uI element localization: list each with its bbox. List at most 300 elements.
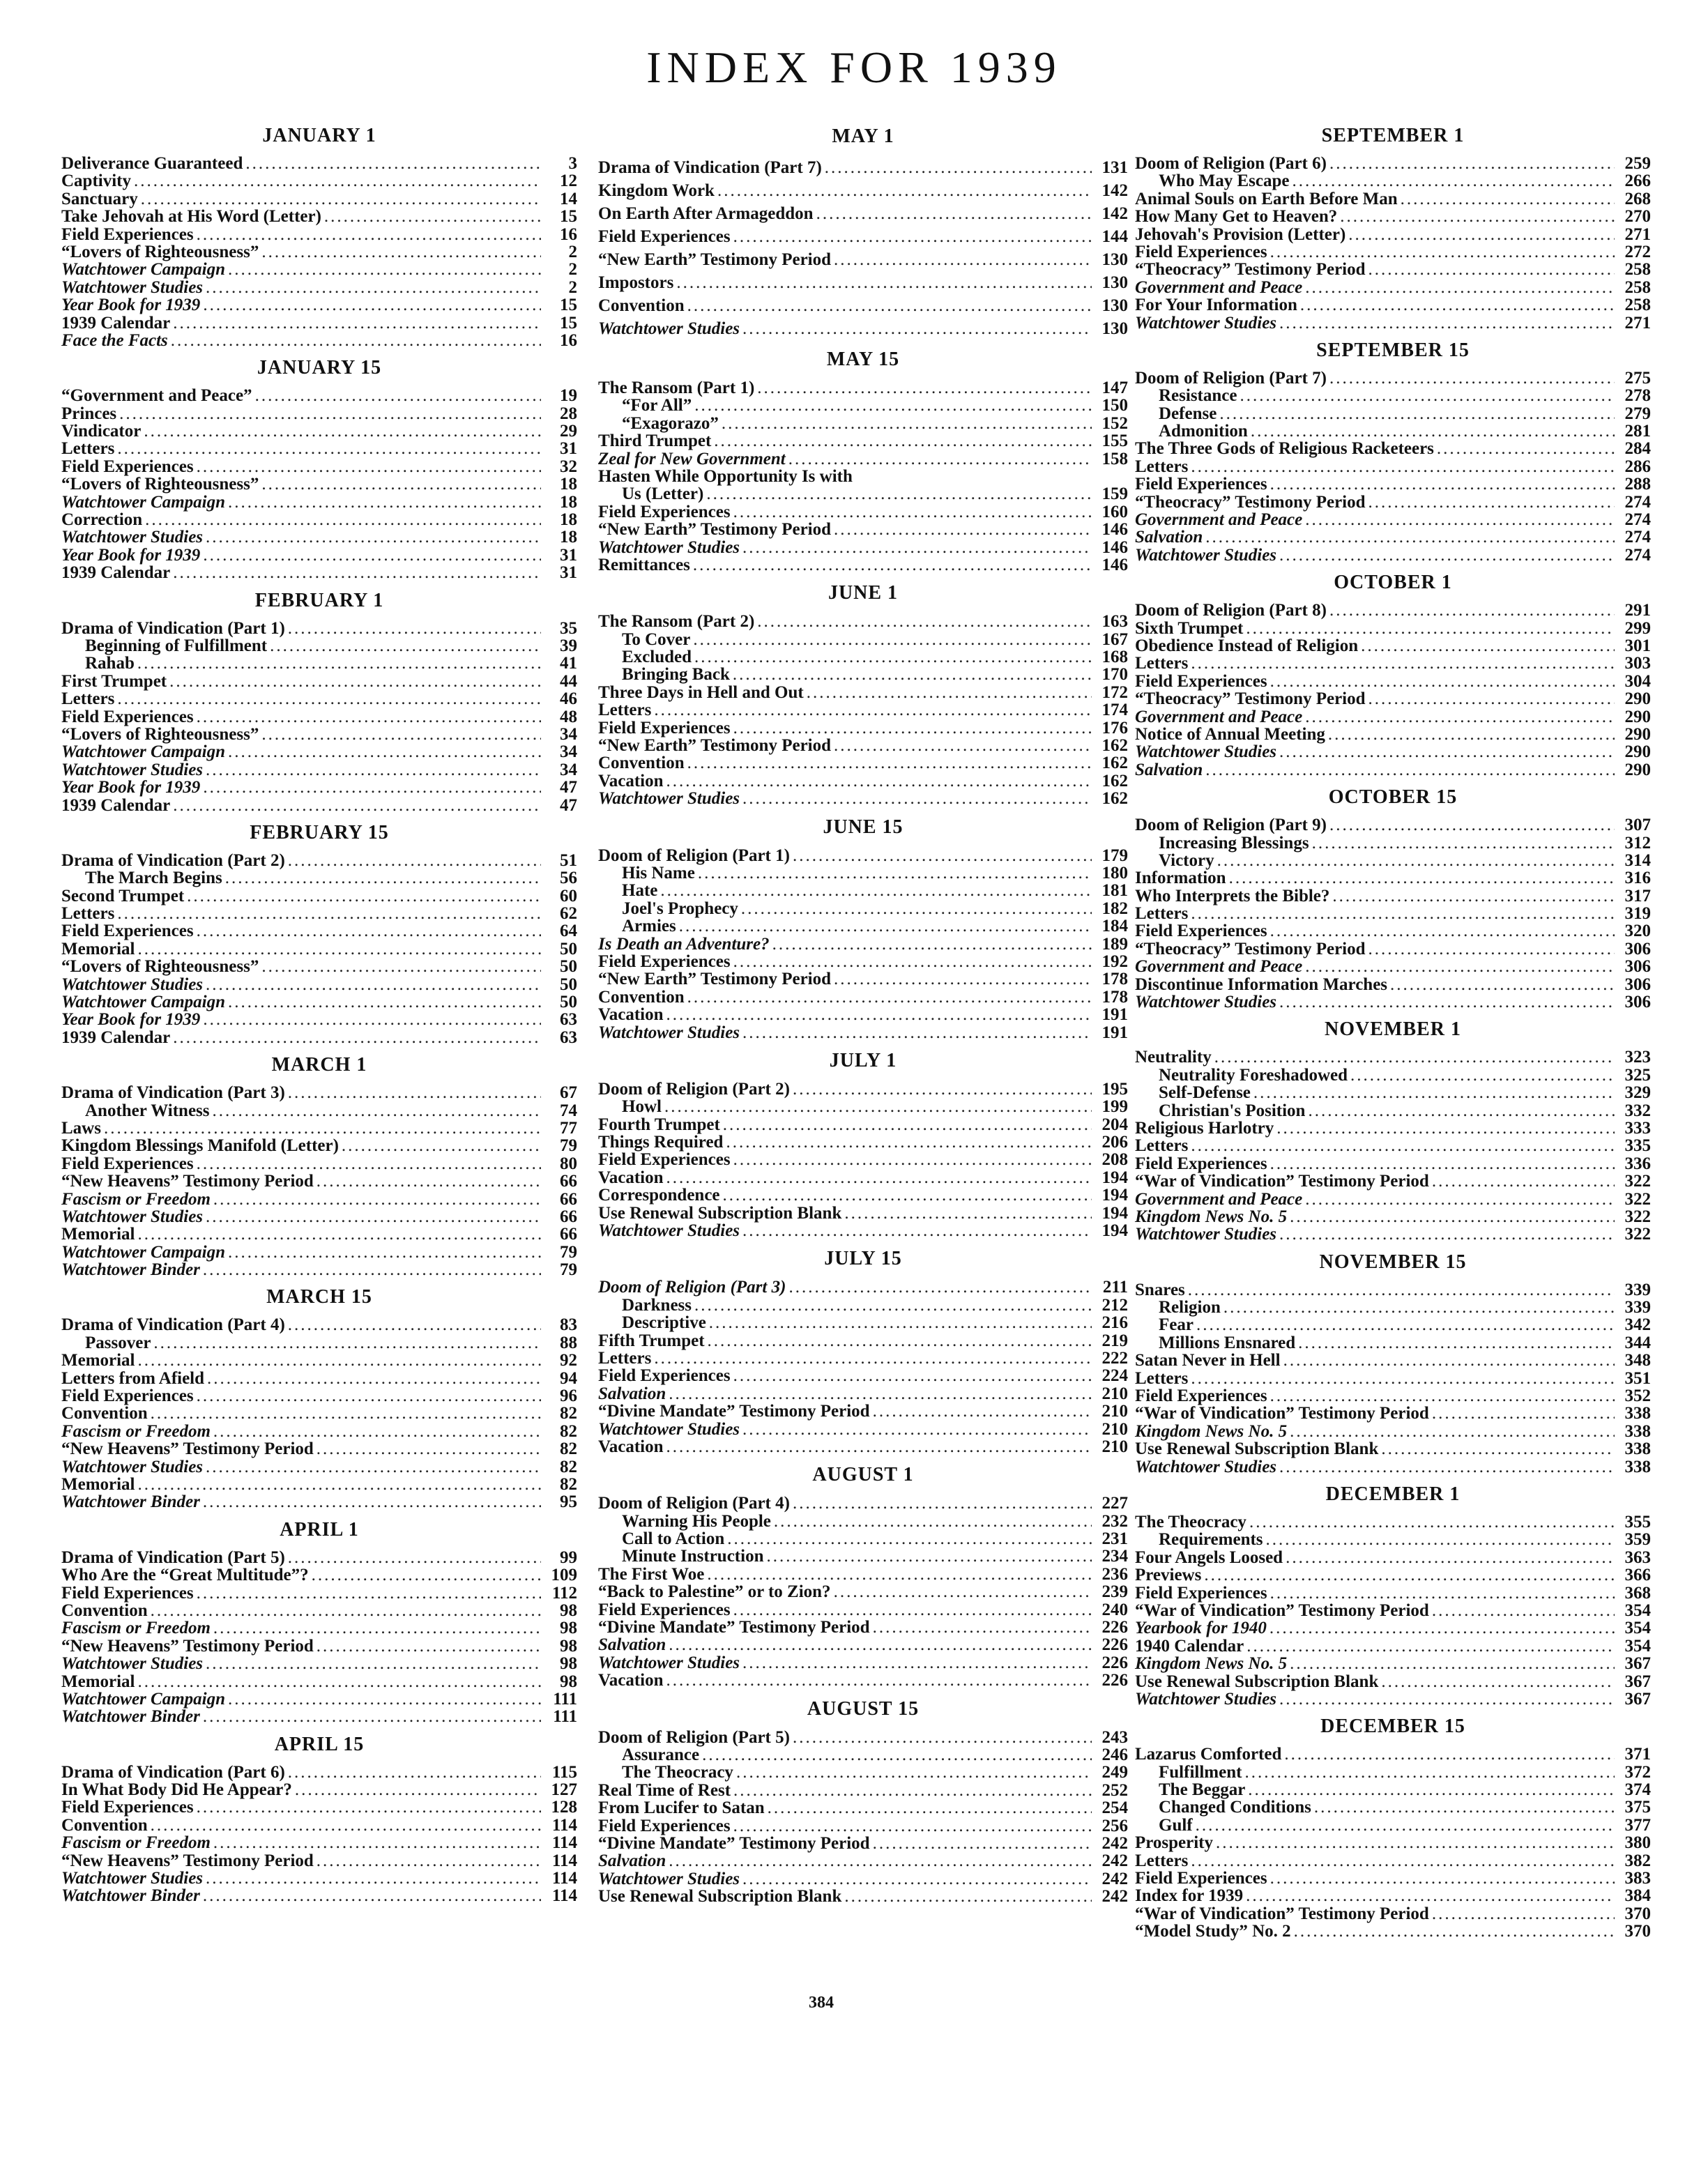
index-entry [598, 970, 1128, 988]
entry-page: 281 [1624, 422, 1651, 441]
index-entry [598, 1835, 1128, 1852]
entry-title: Rahab [85, 654, 135, 673]
index-entry [1135, 547, 1651, 564]
section-heading: NOVEMBER 15 [1319, 1251, 1467, 1273]
entry-page: 352 [1624, 1386, 1651, 1406]
index-entry [598, 1024, 1128, 1041]
entry-title: Armies [622, 917, 676, 936]
entry-title: Index for 1939 [1135, 1886, 1244, 1906]
entry-title: Letters [1135, 1136, 1189, 1156]
index-entry [598, 719, 1128, 737]
entry-page: 82 [560, 1404, 577, 1423]
entry-title: Obedience Instead of Religion [1135, 636, 1359, 655]
entry-page: 31 [560, 439, 577, 459]
index-entry [61, 458, 577, 475]
entry-title: Watchtower Studies [598, 319, 740, 338]
section-heading: SEPTEMBER 15 [1316, 339, 1470, 361]
entry-page: 377 [1624, 1815, 1651, 1835]
dot-leader [1361, 637, 1615, 655]
entry-title: Who Are the “Great Multitude”? [61, 1566, 309, 1585]
dot-leader [1329, 369, 1615, 387]
entry-title: Doom of Religion (Part 3) [598, 1278, 786, 1297]
index-entry [61, 1387, 577, 1405]
dot-leader [141, 190, 541, 208]
index-entry [598, 917, 1128, 935]
entry-page: 254 [1101, 1798, 1128, 1818]
entry-page: 48 [560, 707, 577, 726]
dot-leader [137, 655, 541, 672]
entry-page: 226 [1101, 1653, 1128, 1672]
dot-leader [1290, 1423, 1615, 1440]
index-entry [1135, 816, 1651, 834]
index-entry [1135, 405, 1651, 422]
dot-leader [203, 547, 541, 564]
entry-page: 82 [560, 1421, 577, 1441]
entry-page: 351 [1624, 1368, 1651, 1388]
dot-leader [197, 708, 541, 726]
entry-page: 174 [1101, 701, 1128, 720]
entry-page: 66 [560, 1207, 577, 1226]
dot-leader [213, 1619, 541, 1637]
dot-leader [261, 243, 541, 261]
entry-page: 211 [1102, 1278, 1128, 1297]
entry-title: Government and Peace [1135, 277, 1303, 297]
dot-leader [213, 1423, 541, 1440]
dot-leader [288, 1764, 541, 1781]
dot-leader [1432, 1602, 1615, 1619]
index-section [598, 117, 1128, 340]
index-section [598, 340, 1128, 574]
index-entry [598, 1654, 1128, 1672]
entry-page: 155 [1101, 431, 1128, 451]
dot-leader [793, 1080, 1092, 1098]
entry-page: 47 [560, 795, 577, 815]
entry-title: Government and Peace [1135, 707, 1303, 726]
dot-leader [317, 1440, 541, 1458]
dot-leader [1390, 976, 1615, 993]
index-section [61, 117, 577, 349]
entry-title: Kingdom News No. 5 [1135, 1421, 1288, 1441]
dot-leader [1240, 387, 1615, 404]
entry-title: Neutrality Foreshadowed [1159, 1065, 1348, 1085]
entry-title: “New Earth” Testimony Period [598, 736, 832, 756]
index-entry [1135, 958, 1651, 975]
index-entry [1135, 1334, 1651, 1352]
entry-title: Watchtower Studies [61, 1654, 204, 1674]
entry-page: 338 [1624, 1421, 1651, 1441]
index-entry [61, 1155, 577, 1172]
dot-leader [206, 528, 541, 546]
index-entry [598, 666, 1128, 683]
dot-leader [288, 852, 541, 869]
dot-leader [766, 1548, 1092, 1565]
index-entry [61, 1549, 577, 1566]
dot-leader [1216, 1834, 1615, 1851]
index-section [1135, 1011, 1651, 1243]
entry-page: 50 [560, 957, 577, 977]
dot-leader [1270, 673, 1615, 690]
index-entry [61, 422, 577, 440]
entry-title: Increasing Blessings [1159, 833, 1309, 853]
entry-page: 367 [1624, 1654, 1651, 1674]
entry-page: 212 [1101, 1295, 1128, 1315]
index-entry [61, 1244, 577, 1261]
entry-page: 274 [1624, 510, 1651, 530]
entry-title: How Many Get to Heaven? [1135, 207, 1338, 227]
entry-page: 79 [560, 1260, 577, 1280]
entry-page: 288 [1624, 475, 1651, 494]
index-entry [1135, 1870, 1651, 1887]
dot-leader [742, 1654, 1092, 1672]
entry-title: Watchtower Binder [61, 1260, 200, 1280]
entry-title: Fifth Trumpet [598, 1331, 705, 1350]
index-section [61, 349, 577, 581]
entry-page: 66 [560, 1225, 577, 1244]
section-heading: DECEMBER 15 [1320, 1716, 1465, 1738]
entry-title: Watchtower Studies [61, 1869, 204, 1888]
entry-title: 1939 Calendar [61, 1027, 171, 1047]
entry-title: “Theocracy” Testimony Period [1135, 492, 1366, 512]
entry-title: Field Experiences [598, 1816, 731, 1835]
entry-page: 367 [1624, 1689, 1651, 1709]
entry-title: Letters [1135, 654, 1189, 673]
entry-page: 367 [1624, 1672, 1651, 1691]
dot-leader [666, 1006, 1092, 1023]
index-entry [61, 208, 577, 225]
entry-title: Millions Ensnared [1159, 1333, 1296, 1352]
dot-leader [825, 156, 1092, 179]
index-section [1135, 1708, 1651, 1940]
entry-page: 219 [1101, 1331, 1128, 1350]
entry-title: Field Experiences [61, 1798, 194, 1817]
entry-title: 1939 Calendar [61, 313, 171, 333]
dot-leader [1294, 1923, 1615, 1940]
entry-title: Vindicator [61, 422, 142, 441]
entry-title: Field Experiences [598, 952, 731, 971]
entry-page: 268 [1624, 189, 1651, 208]
dot-leader [1251, 422, 1615, 440]
index-entry [1135, 1352, 1651, 1369]
index-entry [61, 1476, 577, 1493]
index-entry [61, 690, 577, 708]
index-entry [598, 1332, 1128, 1350]
entry-title: Doom of Religion (Part 8) [1135, 601, 1327, 620]
dot-leader [117, 690, 541, 708]
index-entry [61, 761, 577, 779]
entry-page: 355 [1624, 1513, 1651, 1531]
dot-leader [1223, 1299, 1615, 1316]
entry-page: 206 [1101, 1133, 1128, 1152]
dot-leader [733, 719, 1092, 737]
entry-title: Use Renewal Subscription Blank [598, 1203, 842, 1223]
entry-page: 16 [560, 224, 577, 244]
entry-page: 354 [1624, 1619, 1651, 1638]
section-heading: MAY 1 [832, 125, 894, 147]
entry-page: 210 [1101, 1402, 1128, 1421]
entry-page: 114 [551, 1886, 577, 1906]
entry-page: 142 [1101, 204, 1128, 223]
dot-leader [197, 1155, 541, 1172]
entry-page: 111 [553, 1707, 577, 1727]
index-entry [1135, 673, 1651, 690]
entry-title: Watchtower Studies [1135, 1457, 1277, 1476]
entry-page: 98 [560, 1600, 577, 1620]
dot-leader [660, 882, 1092, 899]
dot-leader [1279, 743, 1615, 761]
dot-leader [834, 521, 1092, 538]
entry-page: 243 [1101, 1727, 1128, 1747]
entry-title: Laws [61, 1118, 101, 1138]
entry-title: Field Experiences [1135, 671, 1267, 691]
dot-leader [173, 564, 541, 581]
index-entry [61, 1870, 577, 1887]
index-entry [1135, 528, 1651, 546]
entry-page: 272 [1624, 242, 1651, 261]
entry-title: Watchtower Studies [598, 1653, 740, 1672]
dot-leader [666, 772, 1092, 790]
dot-leader [1249, 1513, 1615, 1531]
entry-title: Field Experiences [61, 1386, 194, 1406]
entry-page: 372 [1624, 1762, 1651, 1782]
dot-leader [288, 1084, 541, 1101]
index-entry [1135, 761, 1651, 779]
entry-page: 28 [560, 404, 577, 423]
entry-title: Jehovah's Provision (Letter) [1135, 224, 1346, 244]
dot-leader [1368, 261, 1615, 278]
entry-title: Three Days in Hell and Out [598, 682, 804, 702]
dot-leader [206, 761, 541, 779]
entry-page: 227 [1101, 1494, 1128, 1513]
dot-leader [197, 1387, 541, 1405]
entry-page: 322 [1624, 1225, 1651, 1244]
entry-page: 366 [1624, 1566, 1651, 1585]
index-entry [61, 887, 577, 905]
entry-title: Letters [1135, 1368, 1189, 1388]
entry-title: Use Renewal Subscription Blank [1135, 1439, 1379, 1459]
index-entry [61, 547, 577, 564]
entry-title: Watchtower Studies [1135, 742, 1277, 762]
entry-title: Captivity [61, 171, 131, 191]
entry-page: 226 [1101, 1635, 1128, 1655]
section-heading: MARCH 1 [271, 1054, 367, 1076]
entry-title: Descriptive [622, 1313, 706, 1333]
index-entry [1135, 1887, 1651, 1904]
index-section [598, 1041, 1128, 1240]
dot-leader [1270, 1870, 1615, 1887]
index-entry [1135, 1067, 1651, 1084]
index-entry [1135, 1602, 1651, 1619]
section-heading: JUNE 1 [828, 582, 899, 604]
entry-page: 15 [560, 313, 577, 333]
index-entry [61, 494, 577, 511]
entry-title: Doom of Religion (Part 2) [598, 1079, 790, 1099]
index-entry [1135, 1817, 1651, 1834]
dot-leader [873, 1835, 1092, 1852]
entry-page: 290 [1624, 689, 1651, 709]
dot-leader [733, 503, 1092, 521]
entry-page: 179 [1101, 846, 1128, 865]
index-entry [61, 243, 577, 261]
entry-page: 275 [1624, 368, 1651, 388]
entry-title: Vacation [598, 771, 664, 790]
dot-leader [213, 1191, 541, 1208]
dot-leader [733, 1151, 1092, 1168]
dot-leader [1276, 1120, 1615, 1137]
entry-title: Salvation [598, 1384, 666, 1403]
entry-page: 224 [1101, 1366, 1128, 1386]
dot-leader [1329, 602, 1615, 619]
entry-page: 316 [1624, 869, 1651, 888]
entry-page: 62 [560, 904, 577, 924]
entry-title: Minute Instruction [622, 1547, 764, 1566]
entry-page: 130 [1101, 296, 1128, 315]
dot-leader [742, 539, 1092, 556]
index-entry [598, 1870, 1128, 1888]
index-entry [1135, 1281, 1651, 1299]
section-heading: JULY 15 [824, 1248, 902, 1270]
dot-leader [807, 684, 1092, 701]
entry-page: 383 [1624, 1869, 1651, 1888]
dot-leader [1244, 1764, 1615, 1781]
index-entry [61, 1120, 577, 1137]
index-entry [61, 1602, 577, 1619]
dot-leader [261, 958, 541, 975]
index-entry [598, 1098, 1128, 1115]
entry-page: 191 [1101, 1023, 1128, 1042]
entry-title: “Theocracy” Testimony Period [1135, 260, 1366, 280]
index-entry [61, 637, 577, 655]
index-entry [598, 539, 1128, 556]
index-entry [1135, 602, 1651, 619]
index-entry [598, 1080, 1128, 1098]
entry-title: Field Experiences [1135, 1583, 1267, 1603]
dot-leader [834, 248, 1092, 271]
dot-leader [757, 613, 1092, 630]
entry-page: 307 [1624, 816, 1651, 835]
index-entry [61, 922, 577, 940]
entry-page: 384 [1624, 1886, 1651, 1906]
index-entry [61, 797, 577, 814]
entry-title: Religious Harlotry [1135, 1118, 1274, 1138]
section-heading: AUGUST 1 [812, 1464, 914, 1486]
dot-leader [145, 511, 541, 528]
index-entry [1135, 1316, 1651, 1334]
index-entry [61, 1852, 577, 1870]
entry-page: 66 [560, 1189, 577, 1209]
index-entry [61, 1655, 577, 1672]
dot-leader [742, 790, 1092, 807]
dot-leader [733, 1817, 1092, 1835]
entry-title: To Cover [622, 629, 691, 649]
dot-leader [687, 988, 1092, 1006]
index-entry [1135, 1084, 1651, 1101]
section-heading: OCTOBER 15 [1328, 786, 1458, 809]
dot-leader [788, 1278, 1092, 1296]
entry-page: 131 [1101, 158, 1128, 177]
entry-title: Princes [61, 404, 117, 423]
entry-title: “Lovers of Righteousness” [61, 242, 259, 261]
entry-page: 270 [1624, 207, 1651, 227]
dot-leader [1381, 1440, 1615, 1458]
index-entry [61, 905, 577, 922]
entry-title: Kingdom Work [598, 181, 715, 200]
index-entry [61, 475, 577, 493]
entry-page: 127 [551, 1780, 577, 1800]
index-entry [598, 397, 1128, 414]
entry-title: Fear [1159, 1315, 1194, 1335]
dot-leader [834, 1583, 1092, 1600]
entry-page: 50 [560, 939, 577, 958]
entry-title: “New Heavens” Testimony Period [61, 1636, 314, 1656]
dot-leader [295, 1781, 541, 1798]
index-entry [1135, 1673, 1651, 1690]
entry-title: Field Experiences [61, 707, 194, 726]
index-entry [598, 1799, 1128, 1817]
entry-page: 256 [1101, 1816, 1128, 1835]
dot-leader [206, 279, 541, 296]
entry-title: Memorial [61, 1475, 135, 1494]
index-entry [1135, 314, 1651, 332]
dot-leader [1329, 155, 1615, 172]
entry-page: 79 [560, 1242, 577, 1262]
dot-leader [317, 1637, 541, 1655]
entry-page: 181 [1101, 881, 1128, 901]
index-entry [598, 468, 1128, 485]
entry-page: 94 [560, 1368, 577, 1388]
entry-page: 284 [1624, 439, 1651, 459]
index-entry [598, 847, 1128, 864]
dot-leader [255, 387, 541, 404]
index-entry [1135, 1852, 1651, 1870]
entry-page: 232 [1101, 1511, 1128, 1531]
dot-leader [1279, 314, 1615, 332]
entry-title: Field Experiences [598, 1366, 731, 1386]
entry-title: Passover [85, 1333, 151, 1352]
entry-title: Impostors [598, 273, 674, 292]
entry-title: Letters [598, 701, 652, 720]
entry-page: 338 [1624, 1439, 1651, 1459]
dot-leader [1305, 958, 1615, 975]
entry-title: Drama of Vindication (Part 5) [61, 1548, 285, 1567]
dot-leader [1279, 547, 1615, 564]
entry-title: Howl [622, 1097, 662, 1117]
entry-title: Watchtower Campaign [61, 1689, 225, 1709]
entry-page: 252 [1101, 1780, 1128, 1800]
dot-leader [138, 1673, 541, 1690]
index-entry [61, 1261, 577, 1278]
entry-title: Darkness [622, 1295, 692, 1315]
index-entry [598, 1367, 1128, 1384]
entry-page: 368 [1624, 1583, 1651, 1603]
index-entry [61, 620, 577, 637]
index-entry [61, 1191, 577, 1208]
index-entry [61, 1584, 577, 1602]
entry-title: Watchtower Studies [598, 1221, 740, 1241]
index-section [598, 1690, 1128, 1906]
dot-leader [1279, 993, 1615, 1011]
index-entry [598, 202, 1128, 225]
entry-page: 306 [1624, 975, 1651, 994]
entry-page: 370 [1624, 1922, 1651, 1941]
index-entry [598, 790, 1128, 807]
dot-leader [873, 1619, 1092, 1636]
index-section [598, 574, 1128, 807]
index-entry [598, 935, 1128, 953]
entry-title: Correspondence [598, 1186, 720, 1205]
section-heading: APRIL 1 [280, 1518, 359, 1541]
entry-title: Letters from Afield [61, 1368, 205, 1388]
entry-page: 64 [560, 922, 577, 941]
